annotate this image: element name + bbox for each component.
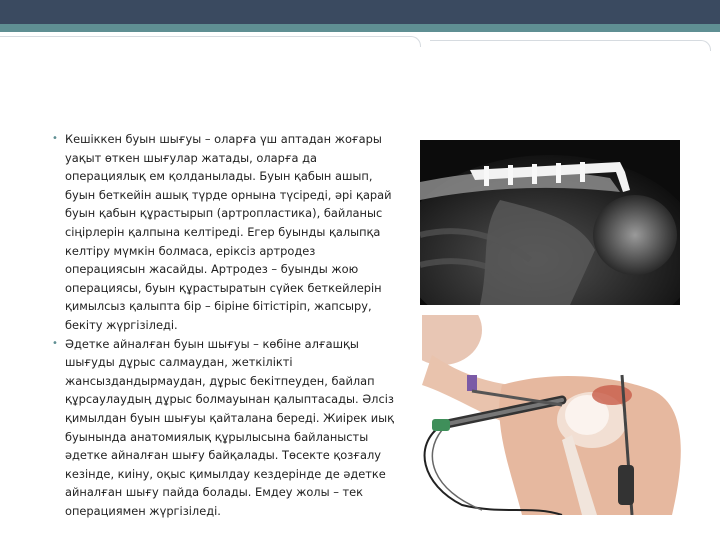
decorative-line <box>0 36 421 47</box>
arthroscopy-illustration <box>422 315 686 515</box>
header-band <box>0 0 720 24</box>
shoulder-xray-image <box>420 140 680 305</box>
bullet-item: • Кешіккен буын шығуы – оларға үш аптадан жоғары уақыт өткен шығулар жатады, оларға да операциялық ем қолданылады. Буын қабын ашып, буын беткейін ашық түрде орнына түсіреді, әрі қарай буын қабын құрастырып (артропластика), байланыс сіңірлерін қалпына келтіреді. Егер буынды қалыпқа келтіру мүмкін болмаса, еріксіз артродез операциясын жасайды. Артродез – буынды жою операциясы, буын құрастыратын сүйек беткейлерін қимылсыз қалыпта бір – біріне бітістіріп, жапсыру, бекіту жүргізіледі. <box>52 130 394 335</box>
decorative-line <box>430 40 711 51</box>
bullet-item: • Әдетке айналған буын шығуы – көбіне алғашқы шығуды дұрыс салмаудан, жеткілікті жансыздандырмаудан, дұрыс бекітпеуден, байлап құрсаулаудың дұрыс болмауынан қалыптасады. Әлсіз қимылдан буын шығуы қайталана береді. Жиірек иық буынында анатомиялық құрылысына байланысты әдетке айналған шығу байқалады. Төсекте қозғалу кезінде, киіну, оқыс қимылдау кездерінде де әдетке айналған шығу пайда болады. Емдеу жолы – тек операциямен жүргізіледі. <box>52 335 394 521</box>
body-text <box>52 130 394 520</box>
header-stripe <box>0 24 720 32</box>
